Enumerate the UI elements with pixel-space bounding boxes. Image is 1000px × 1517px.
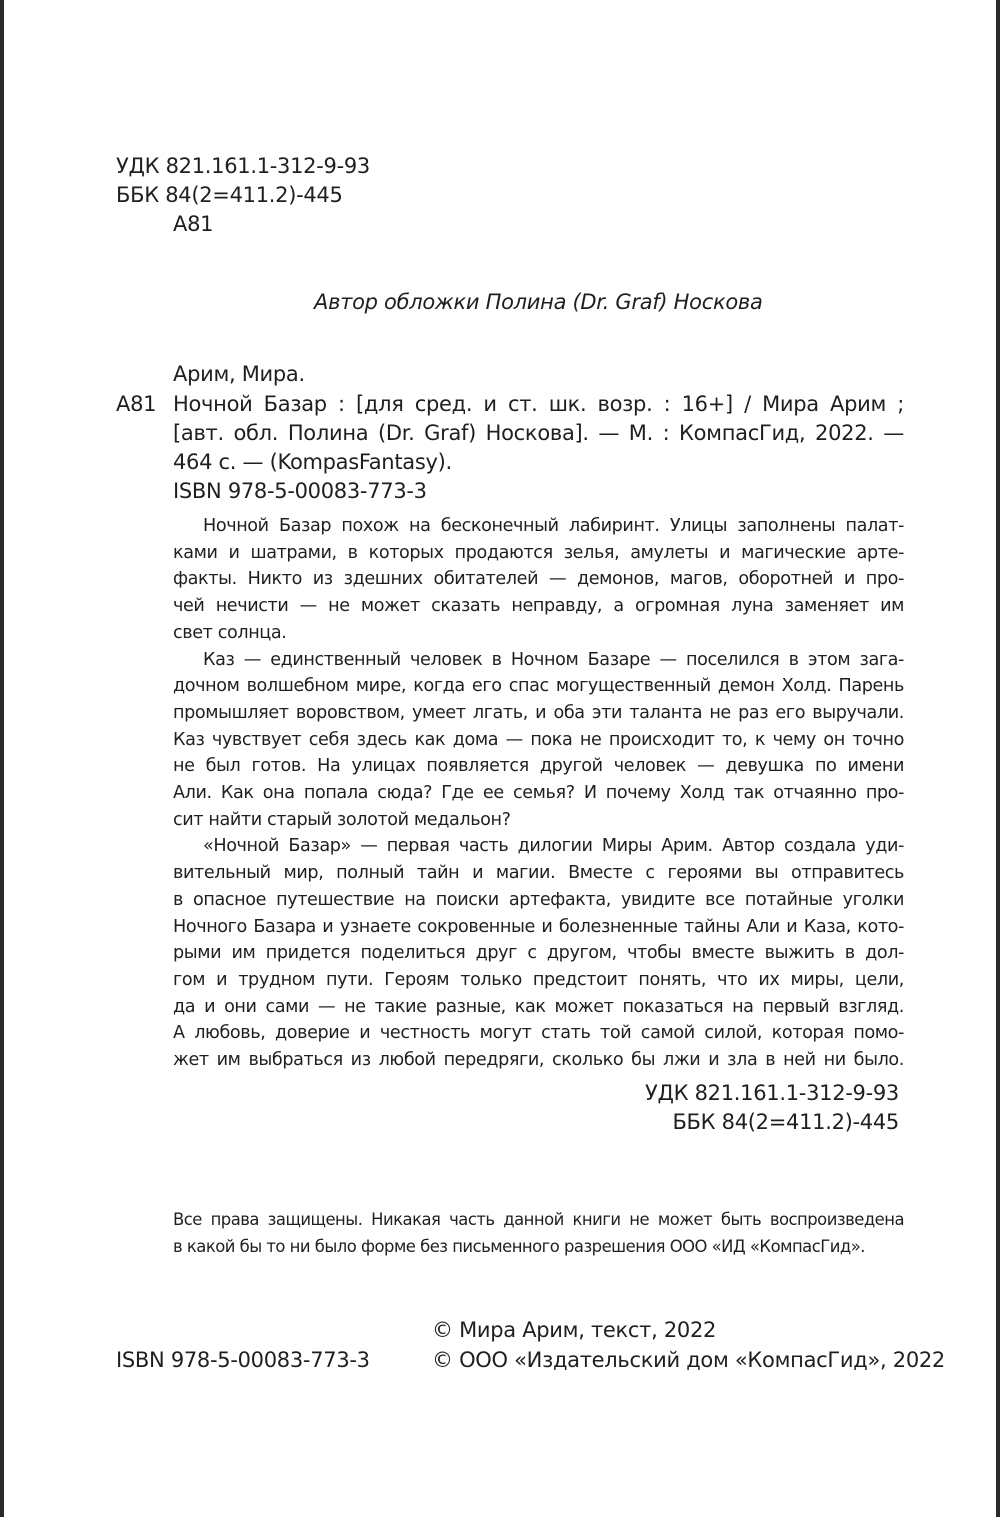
bib-line: 464 с. — (KompasFantasy). xyxy=(173,450,452,474)
annotation-line: да и они сами — не такие разные, как может показаться на первый взгляд. xyxy=(173,996,904,1017)
rights-line: Все права защищены. Никакая часть данной книги не может быть воспроизведена xyxy=(173,1210,904,1229)
bib-heading: Арим, Мира. xyxy=(173,362,305,386)
footer-isbn: ISBN 978-5-00083-773-3 xyxy=(116,1348,370,1372)
annotation-line: Али. Как она попала сюда? Где ее семья? И почему Холд так отчаянно про- xyxy=(173,783,904,804)
bbk-code: ББК 84(2=411.2)-445 xyxy=(116,183,343,207)
annotation-line: промышляет воровством, умеет лгать, и оба эти таланта не раз его выручали. xyxy=(173,702,904,723)
author-mark: А81 xyxy=(173,212,214,236)
annotation xyxy=(173,513,904,1074)
annotation-line: Каз — единственный человек в Ночном Базаре — поселился в этом зага- xyxy=(203,649,904,670)
annotation-line: в опасное путешествие на поиски артефакта, увидите все потайные уголки xyxy=(173,889,904,910)
bib-line: Ночной Базар : [для сред. и ст. шк. возр. : 16+] / Мира Арим ; xyxy=(173,392,904,416)
annotation-line: жет им выбраться из любой передряги, сколько бы лжи и зла в ней ни было. xyxy=(173,1050,904,1071)
cover-credit: Автор обложки Полина (Dr. Graf) Носкова xyxy=(314,290,763,314)
rights-notice xyxy=(173,1206,904,1260)
copyright-text: © Мира Арим, текст, 2022 xyxy=(432,1318,717,1342)
annotation-line: Ночного Базара и узнаете сокровенные и болезненные тайны Али и Каза, кото- xyxy=(173,916,904,937)
annotation-line: факты. Никто из здешних обитателей — демонов, магов, оборотней и про- xyxy=(173,569,904,590)
right-page-edge xyxy=(996,0,1000,1517)
annotation-line: рыми им придется поделиться друг с другом, чтобы вместе выжить в дол- xyxy=(173,943,904,964)
annotation-line: вительный мир, полный тайн и магии. Вместе с героями вы отправитесь xyxy=(173,863,904,884)
annotation-line: гом и трудном пути. Героям только предстоит понять, что их миры, цели, xyxy=(173,969,904,990)
udk-code: УДК 821.161.1-312-9-93 xyxy=(116,154,370,178)
annotation-line: Каз чувствует себя здесь как дома — пока не происходит то, к чему он точно xyxy=(173,729,904,750)
annotation-line: ками и шатрами, в которых продаются зелья, амулеты и магические арте- xyxy=(173,542,904,563)
copyright-publisher: © ООО «Издательский дом «КомпасГид», 2022 xyxy=(432,1348,945,1372)
annotation-line: не был готов. На улицах появляется другой человек — девушка по имени xyxy=(173,756,904,777)
bib-isbn: ISBN 978-5-00083-773-3 xyxy=(173,479,427,503)
annotation-line: сит найти старый золотой медальон? xyxy=(173,809,511,830)
annotation-line: Ночной Базар похож на бесконечный лабиринт. Улицы заполнены палат- xyxy=(203,516,904,536)
annotation-line: «Ночной Базар» — первая часть дилогии Миры Арим. Автор создала уди- xyxy=(203,836,904,857)
annotation-line: чей нечисти — не может сказать неправду, а огромная луна заменяет им xyxy=(173,596,904,617)
annotation-line: А любовь, доверие и честность могут стать той самой силой, которая помо- xyxy=(173,1023,904,1044)
annotation-line: свет солнца. xyxy=(173,622,287,643)
annotation-udk: УДК 821.161.1-312-9-93 xyxy=(645,1081,899,1105)
bib-line: [авт. обл. Полина (Dr. Graf) Носкова]. — М. : КомпасГид, 2022. — xyxy=(173,421,904,445)
rights-line: в какой бы то ни было форме без письменного разрешения ООО «ИД «КомпасГид». xyxy=(173,1237,865,1256)
annotation-line: дочном волшебном мире, когда его спас могущественный демон Холд. Парень xyxy=(173,676,904,697)
left-page-edge xyxy=(0,0,4,1517)
annotation-bbk: ББК 84(2=411.2)-445 xyxy=(672,1110,899,1134)
bib-description xyxy=(173,390,904,506)
bib-mark: А81 xyxy=(116,392,157,416)
